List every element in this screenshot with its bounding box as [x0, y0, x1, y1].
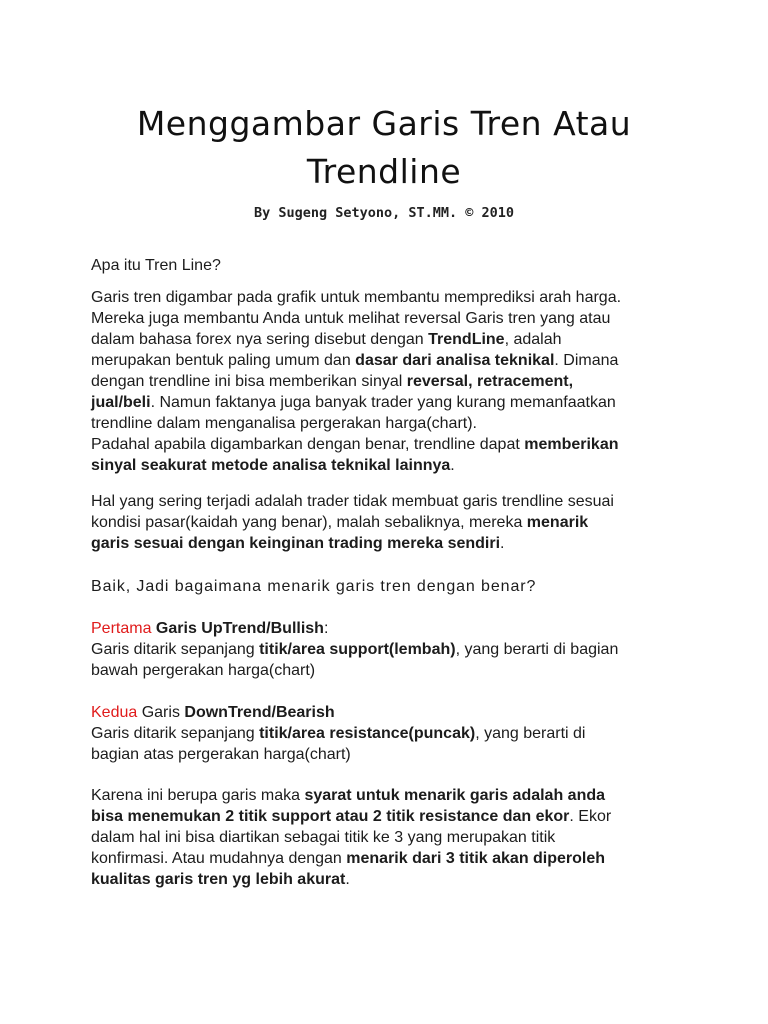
text-line [91, 639, 691, 660]
bold-text: kualitas garis tren yg lebih akurat [91, 871, 346, 888]
text-line [91, 806, 691, 827]
text-span: . [500, 535, 505, 552]
bold-text: titik/area support(lembah) [259, 641, 456, 658]
text-span: Garis ditarik sepanjang [91, 725, 260, 742]
text-span: dalam bahasa forex nya sering disebut dengan [91, 331, 429, 348]
text-span: bawah pergerakan harga(chart) [91, 662, 316, 679]
text-line [91, 512, 691, 533]
bold-text: DownTrend/Bearish [184, 704, 335, 721]
text-span: kondisi pasar(kaidah yang benar), malah sebaliknya, mereka [91, 514, 527, 531]
text-span: merupakan bentuk paling umum dan [91, 352, 356, 369]
text-span: dengan trendline ini bisa memberikan sinyal [91, 373, 407, 390]
bold-text: Garis UpTrend/Bullish [155, 620, 324, 637]
title-line-1: Menggambar Garis Tren Atau [136, 104, 632, 143]
paragraph-uptrend [91, 618, 691, 681]
bold-text: memberikan [524, 436, 619, 453]
bold-text: bisa menemukan 2 titik support atau 2 titik resistance dan ekor [91, 808, 570, 825]
text-line [91, 827, 691, 848]
text-span: . Dimana [554, 352, 619, 369]
text-line [91, 329, 691, 350]
text-line [91, 455, 691, 476]
bold-text: menarik dari 3 titik akan diperoleh [346, 850, 606, 867]
text-span: . [345, 871, 350, 888]
text-line [91, 744, 691, 765]
text-line [91, 350, 691, 371]
text-line [91, 287, 691, 308]
text-span: trendline dalam menganalisa pergerakan harga(chart). [91, 415, 477, 432]
text-span: Garis tren digambar pada grafik untuk membantu memprediksi arah harga. [91, 289, 622, 306]
text-span: Garis ditarik sepanjang [91, 641, 260, 658]
uptrend-label: Pertama [91, 620, 152, 637]
section-heading: Apa itu Tren Line? [91, 257, 221, 274]
text-span: dalam hal ini bisa diartikan sebagai titik ke 3 yang merupakan titik [91, 829, 556, 846]
downtrend-label: Kedua [91, 704, 138, 721]
text-line [91, 785, 691, 806]
text-line [91, 491, 691, 512]
text-span: . Namun faktanya juga banyak trader yang kurang memanfaatkan [150, 394, 616, 411]
paragraph-intro [91, 287, 691, 476]
text-span: Hal yang sering terjadi adalah trader tidak membuat garis trendline sesuai [91, 493, 614, 510]
title-line-2: Trendline [306, 152, 462, 191]
text-span: , yang berarti di [475, 725, 586, 742]
author-byline: By Sugeng Setyono, ST.MM. © 2010 [253, 205, 515, 221]
bold-text: TrendLine [428, 331, 505, 348]
text-span: Mereka juga membantu Anda untuk melihat reversal Garis tren yang atau [91, 310, 611, 327]
bold-text: titik/area resistance(puncak) [259, 725, 476, 742]
text-line [91, 434, 691, 455]
text-span: Padahal apabila digambarkan dengan benar, trendline dapat [91, 436, 525, 453]
text-line [91, 392, 691, 413]
text-line [91, 848, 691, 869]
text-span: bagian atas pergerakan harga(chart) [91, 746, 351, 763]
text-span: . Ekor [569, 808, 612, 825]
text-span: : [323, 620, 329, 637]
text-span: konfirmasi. Atau mudahnya dengan [91, 850, 347, 867]
bold-text: menarik [526, 514, 589, 531]
bold-text: jual/beli [91, 394, 151, 411]
paragraph-common-mistake [91, 491, 691, 554]
text-span: Karena ini berupa garis maka [91, 787, 305, 804]
text-line [91, 533, 691, 554]
text-line [91, 618, 691, 639]
text-line [91, 308, 691, 329]
text-line [91, 371, 691, 392]
bold-text: reversal, retracement, [406, 373, 574, 390]
text-span: Garis [137, 704, 185, 721]
bold-text: garis sesuai dengan keinginan trading mereka sendiri [91, 535, 501, 552]
text-span: , yang berarti di bagian [455, 641, 619, 658]
paragraph-requirements [91, 785, 691, 890]
bold-text: dasar dari analisa teknikal [355, 352, 555, 369]
text-span: , adalah [504, 331, 562, 348]
text-line [91, 413, 691, 434]
document-title [40, 100, 728, 196]
text-line [91, 702, 691, 723]
text-line [91, 723, 691, 744]
paragraph-downtrend [91, 702, 691, 765]
text-line [91, 869, 691, 890]
text-span: . [450, 457, 455, 474]
bold-text: sinyal seakurat metode analisa teknikal lainnya [91, 457, 451, 474]
text-line [91, 660, 691, 681]
bold-text: syarat untuk menarik garis adalah anda [304, 787, 606, 804]
paragraph-question: Baik, Jadi bagaimana menarik garis tren dengan benar? [91, 578, 537, 595]
